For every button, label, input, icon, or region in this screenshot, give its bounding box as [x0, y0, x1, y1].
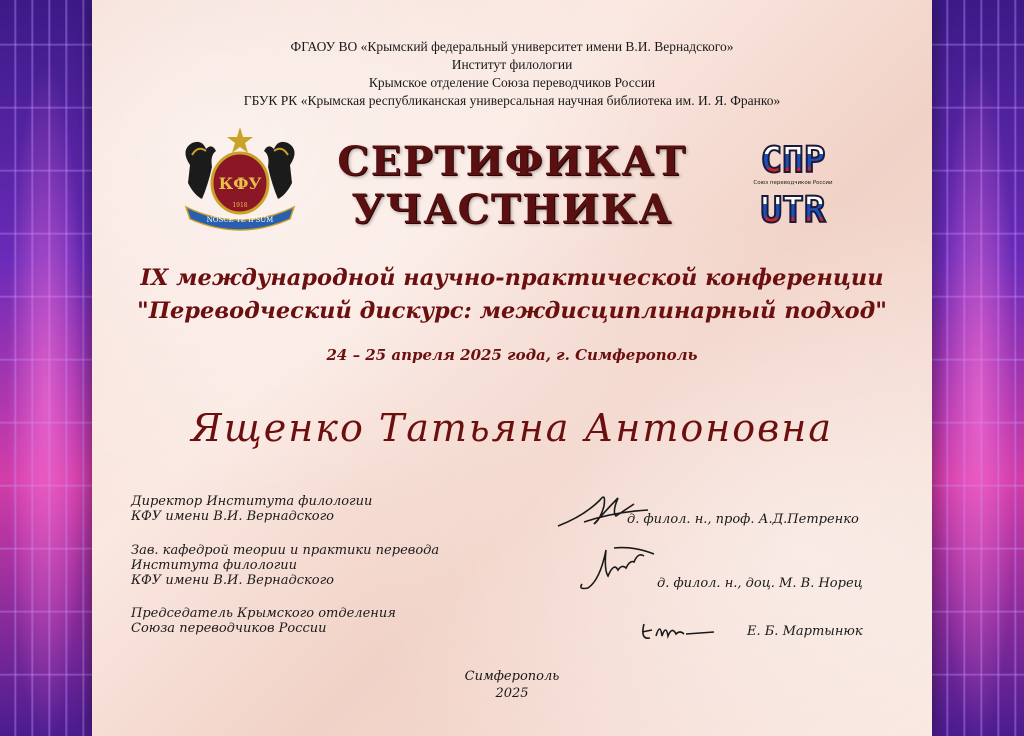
conference-date: 24 – 25 апреля 2025 года, г. Симферополь: [326, 346, 698, 364]
svg-text:1918: 1918: [232, 202, 248, 209]
svg-text:UTR: UTR: [760, 190, 826, 230]
header-university: ФГАОУ ВО «Крымский федеральный университет имени В.И. Вернадского»: [290, 39, 734, 54]
spr-utr-logo: [744, 138, 842, 230]
header-translators-union: Крымское отделение Союза переводчиков России: [368, 75, 656, 90]
svg-text:NOSCE TE IPSUM: NOSCE TE IPSUM: [206, 216, 274, 224]
signatory-1-position-line: КФУ имени В.И. Вернадского: [131, 509, 334, 524]
participant-name: Ященко Татьяна Антоновна: [191, 406, 833, 450]
header-institute: Институт филологии: [451, 57, 573, 72]
svg-text:Союз переводчиков России: Союз переводчиков России: [753, 180, 833, 186]
signatory-2-position-line: Зав. кафедрой теории и практики перевода: [131, 543, 440, 558]
footer: [92, 668, 932, 702]
decorative-frame-right: [932, 0, 1024, 736]
signature-3-icon: [638, 612, 718, 646]
conference-title: IX международной научно-практической конференции: [140, 265, 884, 291]
signatory-3-position: [131, 606, 396, 636]
certificate-title-line1: СЕРТИФИКАТ: [337, 138, 687, 185]
signatory-3-name: Е. Б. Мартынюк: [747, 624, 863, 639]
signatory-3-position-line: Союза переводчиков России: [131, 621, 327, 636]
star-icon: [227, 127, 253, 153]
signatory-2-position-line: КФУ имени В.И. Вернадского: [131, 573, 334, 588]
signatory-1-position-line: Директор Института филологии: [131, 494, 373, 509]
footer-year: 2025: [495, 686, 529, 701]
certificate-title-line2: УЧАСТНИКА: [351, 186, 673, 233]
certificate-sheet: [92, 0, 932, 736]
signatory-2-position-line: Института филологии: [131, 558, 298, 573]
signatory-2-position: [131, 543, 439, 588]
signatory-1-name: д. филол. н., проф. А.Д.Петренко: [627, 512, 859, 527]
footer-city: Симферополь: [464, 669, 560, 684]
kfu-emblem-logo: [172, 125, 308, 235]
svg-text:КФУ: КФУ: [218, 174, 262, 193]
signatory-2-name: д. филол. н., доц. М. В. Норец: [657, 576, 863, 591]
signatory-3-position-line: Председатель Крымского отделения: [131, 606, 396, 621]
decorative-frame-left: [0, 0, 92, 736]
signatory-1-position: [131, 494, 372, 524]
conference-subtitle: "Переводческий дискурс: междисциплинарный подход": [136, 298, 887, 324]
svg-text:СПР: СПР: [760, 140, 826, 181]
header-library: ГБУК РК «Крымская республиканская универсальная научная библиотека им. И. Я. Франко»: [243, 93, 781, 108]
